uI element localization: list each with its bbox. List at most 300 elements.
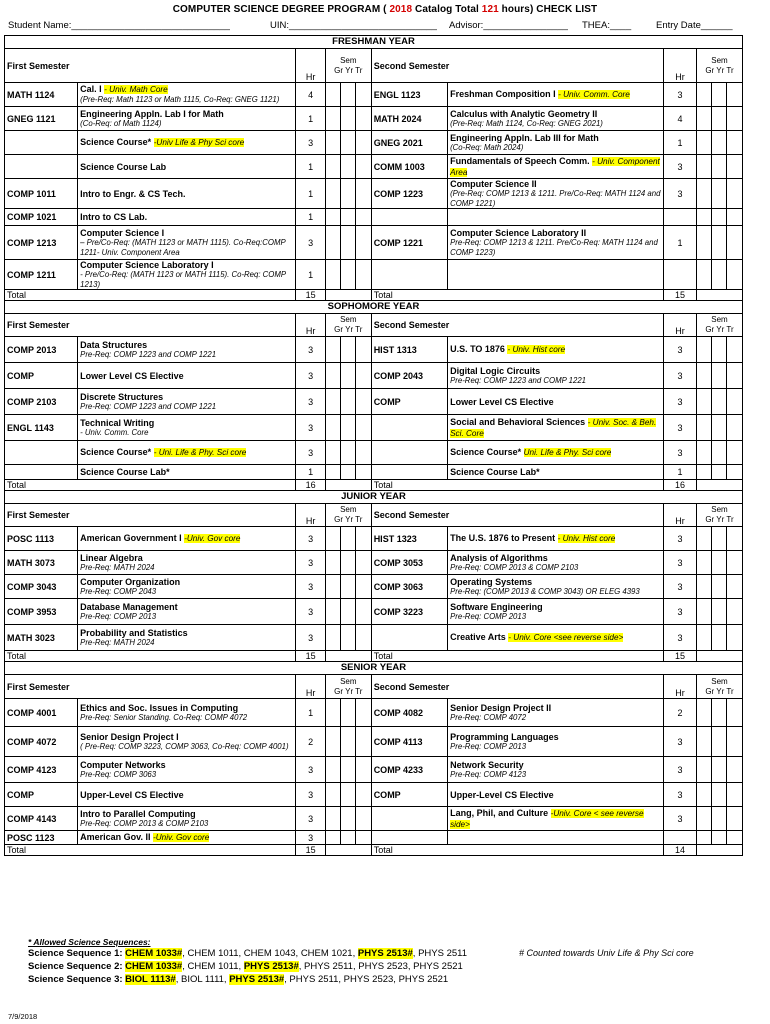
year-heading-row <box>5 491 743 504</box>
semester-header-row <box>5 314 743 337</box>
grade-cell[interactable] <box>696 807 711 831</box>
course-title: Lower Level CS Elective <box>80 370 184 381</box>
prerequisite-note: (Pre-Req: Math 1123 or Math 1115, Co-Req: GNEG 1121) <box>80 95 280 105</box>
course-code[interactable] <box>371 807 447 831</box>
course-code[interactable]: ENGL 1123 <box>371 83 447 107</box>
term-cell[interactable] <box>356 226 371 260</box>
course-row <box>5 727 743 757</box>
course-code[interactable]: COMP 4233 <box>371 757 447 783</box>
grade-cell[interactable] <box>696 625 711 651</box>
course-code[interactable] <box>371 415 447 441</box>
course-code[interactable]: GNEG 2021 <box>371 131 447 155</box>
course-code[interactable] <box>371 465 447 480</box>
credit-hours: 1 <box>296 260 325 290</box>
course-title-cell <box>448 465 664 480</box>
grade-cell[interactable] <box>696 441 711 465</box>
year-cell[interactable] <box>341 209 356 226</box>
entry-date-field[interactable]: Entry Date______ <box>656 20 733 31</box>
grade-cell[interactable] <box>325 831 340 845</box>
term-cell[interactable] <box>356 389 371 415</box>
course-code[interactable] <box>371 441 447 465</box>
year-cell[interactable] <box>712 599 727 625</box>
course-code[interactable]: COMP <box>371 783 447 807</box>
term-cell[interactable] <box>356 83 371 107</box>
course-title-cell <box>448 179 664 209</box>
term-cell[interactable] <box>356 363 371 389</box>
grade-cell[interactable] <box>696 107 711 131</box>
course-code[interactable]: COMP 2013 <box>5 337 78 363</box>
course-title: Computer Science Laboratory I <box>80 260 214 270</box>
course-code[interactable]: GNEG 1121 <box>5 107 78 131</box>
credit-hours: 1 <box>296 209 325 226</box>
year-cell[interactable] <box>712 807 727 831</box>
course-title-cell <box>78 83 296 107</box>
grade-cell[interactable] <box>325 226 340 260</box>
year-cell[interactable] <box>341 551 356 575</box>
student-name-field[interactable]: Student Name:______________________________ <box>8 20 230 31</box>
course-row <box>5 757 743 783</box>
course-title-cell <box>448 831 664 845</box>
sem-label: Sem <box>711 505 728 514</box>
term-cell[interactable] <box>727 807 743 831</box>
year-cell[interactable] <box>712 363 727 389</box>
term-cell[interactable] <box>727 131 743 155</box>
course-code[interactable]: COMP <box>5 363 78 389</box>
term-cell[interactable] <box>727 783 743 807</box>
grade-cell[interactable] <box>325 625 340 651</box>
gr-yr-tr-label: Gr Yr Tr <box>334 686 363 696</box>
grade-cell[interactable] <box>325 441 340 465</box>
course-code[interactable]: COMP 4001 <box>5 699 78 727</box>
course-code[interactable] <box>5 131 78 155</box>
year-cell[interactable] <box>341 757 356 783</box>
grade-cell[interactable] <box>696 209 711 226</box>
term-cell[interactable] <box>727 757 743 783</box>
course-row <box>5 699 743 727</box>
course-code[interactable]: MATH 1124 <box>5 83 78 107</box>
year-cell[interactable] <box>712 226 727 260</box>
year-cell[interactable] <box>341 699 356 727</box>
course-code[interactable]: MATH 2024 <box>371 107 447 131</box>
grade-cell[interactable] <box>696 389 711 415</box>
grade-cell[interactable] <box>325 415 340 441</box>
prerequisite-note: Pre-Req: COMP 2013 <box>450 611 527 621</box>
grade-cell[interactable] <box>696 337 711 363</box>
sem-label: Sem <box>340 676 357 686</box>
course-title: Senior Design Project II <box>450 702 552 713</box>
grade-cell[interactable] <box>325 179 340 209</box>
year-cell[interactable] <box>341 107 356 131</box>
prerequisite-note: Pre-Req: COMP 4123 <box>450 769 527 779</box>
course-title: Technical Writing <box>80 417 155 428</box>
core-requirement-badge: - Univ. Comm. Core <box>558 90 630 99</box>
year-cell[interactable] <box>712 209 727 226</box>
year-cell[interactable] <box>341 226 356 260</box>
term-cell[interactable] <box>356 179 371 209</box>
year-cell[interactable] <box>341 83 356 107</box>
course-code[interactable]: COMP 3953 <box>5 599 78 625</box>
term-cell[interactable] <box>356 831 371 845</box>
credit-hours: 3 <box>664 155 697 179</box>
course-code[interactable]: COMP 4082 <box>371 699 447 727</box>
grade-cell[interactable] <box>696 179 711 209</box>
course-code[interactable]: COMP 4072 <box>5 727 78 757</box>
grade-cell[interactable] <box>696 699 711 727</box>
course-title-cell <box>448 226 664 260</box>
title-pre: COMPUTER SCIENCE DEGREE PROGRAM ( <box>172 4 390 15</box>
grade-cell[interactable] <box>696 757 711 783</box>
course-code[interactable] <box>5 465 78 480</box>
course-code[interactable] <box>371 831 447 845</box>
term-cell[interactable] <box>356 131 371 155</box>
year-cell[interactable] <box>712 465 727 480</box>
grade-cell[interactable] <box>325 363 340 389</box>
year-cell[interactable] <box>712 179 727 209</box>
grade-cell[interactable] <box>696 415 711 441</box>
grade-cell[interactable] <box>325 389 340 415</box>
term-cell[interactable] <box>356 757 371 783</box>
course-title-cell <box>448 155 664 179</box>
term-cell[interactable] <box>727 831 743 845</box>
uin-field[interactable]: UIN:____________________________ <box>270 20 437 31</box>
allowed-sequences-label: * Allowed Science Sequences: <box>28 937 151 947</box>
course-title-cell <box>78 131 296 155</box>
prerequisite-note: - Univ. Comm. Core <box>80 427 149 437</box>
year-cell[interactable] <box>712 551 727 575</box>
course-code[interactable]: POSC 1123 <box>5 831 78 845</box>
year-cell[interactable] <box>712 83 727 107</box>
term-cell[interactable] <box>727 155 743 179</box>
course-code[interactable] <box>5 155 78 179</box>
total-row <box>5 651 743 662</box>
year-cell[interactable] <box>341 155 356 179</box>
year-cell[interactable] <box>341 625 356 651</box>
core-requirement-badge: -Univ. Gov core <box>184 534 241 543</box>
term-cell[interactable] <box>727 107 743 131</box>
year-cell[interactable] <box>341 415 356 441</box>
grade-cell[interactable] <box>696 727 711 757</box>
second-semester-label: Second Semester <box>371 49 664 83</box>
grade-cell[interactable] <box>696 363 711 389</box>
grade-cell[interactable] <box>325 575 340 599</box>
term-cell[interactable] <box>727 179 743 209</box>
course-code[interactable]: COMP 1211 <box>5 260 78 290</box>
term-cell[interactable] <box>356 783 371 807</box>
course-title: Calculus with Analytic Geometry II <box>450 108 598 119</box>
grade-cell[interactable] <box>325 783 340 807</box>
term-cell[interactable] <box>356 337 371 363</box>
course-title-cell <box>78 599 296 625</box>
year-cell[interactable] <box>341 260 356 290</box>
course-code[interactable] <box>5 441 78 465</box>
term-cell[interactable] <box>356 575 371 599</box>
course-title-cell <box>448 389 664 415</box>
credit-hours: 3 <box>296 226 325 260</box>
course-title-cell <box>448 699 664 727</box>
course-code[interactable] <box>371 260 447 290</box>
sem-grade-header <box>325 314 371 337</box>
prerequisite-note: Pre-Req: COMP 2043 <box>80 586 157 596</box>
title-total-hours: 121 <box>481 4 499 15</box>
year-cell[interactable] <box>712 389 727 415</box>
course-title: Science Course Lab* <box>450 467 540 477</box>
grade-cell[interactable] <box>696 260 711 290</box>
sem-grade-header <box>696 49 742 83</box>
term-cell[interactable] <box>356 209 371 226</box>
year-cell[interactable] <box>712 625 727 651</box>
term-cell[interactable] <box>356 807 371 831</box>
prerequisite-note: Pre-Req: COMP 4072 <box>450 712 527 722</box>
year-cell[interactable] <box>712 107 727 131</box>
credit-hours: 1 <box>664 226 697 260</box>
course-code[interactable]: COMP 1011 <box>5 179 78 209</box>
credit-hours: 3 <box>296 807 325 831</box>
course-code[interactable]: COMP 3063 <box>371 575 447 599</box>
course-code[interactable]: MATH 3023 <box>5 625 78 651</box>
year-cell[interactable] <box>341 783 356 807</box>
term-cell[interactable] <box>727 699 743 727</box>
term-cell[interactable] <box>727 226 743 260</box>
grade-cell[interactable] <box>696 83 711 107</box>
course-code[interactable]: COMP 2103 <box>5 389 78 415</box>
course-title: Senior Design Project I <box>80 731 179 742</box>
year-cell[interactable] <box>341 831 356 845</box>
grade-cell[interactable] <box>696 783 711 807</box>
grade-cell[interactable] <box>325 107 340 131</box>
course-code[interactable]: COMP 4143 <box>5 807 78 831</box>
course-row <box>5 260 743 290</box>
term-cell[interactable] <box>356 551 371 575</box>
course-title: Cal. I <box>80 84 102 95</box>
grade-cell[interactable] <box>325 599 340 625</box>
year-cell[interactable] <box>341 363 356 389</box>
year-cell[interactable] <box>341 575 356 599</box>
credit-hours: 4 <box>664 107 697 131</box>
credit-hours: 3 <box>296 131 325 155</box>
year-heading-row <box>5 662 743 675</box>
term-cell[interactable] <box>356 260 371 290</box>
course-title: Science Course Lab* <box>80 467 170 477</box>
credit-hours: 1 <box>296 155 325 179</box>
year-cell[interactable] <box>712 699 727 727</box>
seq3-end: , PHYS 2511, PHYS 2523, PHYS 2521 <box>284 974 449 985</box>
term-cell[interactable] <box>727 363 743 389</box>
grade-cell[interactable] <box>325 727 340 757</box>
total-label: Total <box>371 651 664 662</box>
term-cell[interactable] <box>727 260 743 290</box>
term-cell[interactable] <box>356 599 371 625</box>
credit-hours: 3 <box>664 807 697 831</box>
course-row <box>5 209 743 226</box>
right-total-hours: 16 <box>664 480 697 491</box>
course-code[interactable]: COMP 3223 <box>371 599 447 625</box>
term-cell[interactable] <box>727 465 743 480</box>
course-code[interactable]: COMM 1003 <box>371 155 447 179</box>
course-code[interactable]: MATH 3073 <box>5 551 78 575</box>
credit-hours: 1 <box>296 465 325 480</box>
year-cell[interactable] <box>712 757 727 783</box>
gr-yr-tr-label: Gr Yr Tr <box>705 515 734 524</box>
grade-cell[interactable] <box>696 599 711 625</box>
grade-cell[interactable] <box>696 831 711 845</box>
grade-cell[interactable] <box>325 527 340 551</box>
course-code[interactable]: COMP 4123 <box>5 757 78 783</box>
grade-cell[interactable] <box>325 699 340 727</box>
year-title: SENIOR YEAR <box>5 662 743 675</box>
year-cell[interactable] <box>341 599 356 625</box>
term-cell[interactable] <box>727 575 743 599</box>
course-code[interactable]: COMP <box>371 389 447 415</box>
year-cell[interactable] <box>712 155 727 179</box>
term-cell[interactable] <box>356 155 371 179</box>
gr-yr-tr-label: Gr Yr Tr <box>705 325 734 334</box>
year-cell[interactable] <box>712 441 727 465</box>
term-cell[interactable] <box>727 441 743 465</box>
year-cell[interactable] <box>341 337 356 363</box>
course-code[interactable]: ENGL 1143 <box>5 415 78 441</box>
year-cell[interactable] <box>341 807 356 831</box>
grade-cell[interactable] <box>696 527 711 551</box>
course-code[interactable]: COMP 1213 <box>5 226 78 260</box>
course-title-cell <box>448 131 664 155</box>
thea-field[interactable]: THEA:____ <box>582 20 632 31</box>
year-cell[interactable] <box>712 337 727 363</box>
credit-hours: 3 <box>664 551 697 575</box>
course-title: Ethics and Soc. Issues in Computing <box>80 702 239 713</box>
grade-cell[interactable] <box>325 551 340 575</box>
course-code[interactable]: POSC 1113 <box>5 527 78 551</box>
term-cell[interactable] <box>727 415 743 441</box>
grade-cell[interactable] <box>325 209 340 226</box>
term-cell[interactable] <box>727 337 743 363</box>
year-cell[interactable] <box>712 415 727 441</box>
prerequisite-note: (Pre-Req: Math 1124, Co-Req: GNEG 2021) <box>450 118 603 128</box>
course-code[interactable]: HIST 1323 <box>371 527 447 551</box>
year-cell[interactable] <box>341 389 356 415</box>
course-title: Programming Languages <box>450 731 559 742</box>
prerequisite-note: Pre-Req: COMP 2013 <box>80 611 157 621</box>
grade-cell[interactable] <box>325 807 340 831</box>
course-code[interactable]: COMP 1223 <box>371 179 447 209</box>
grade-cell[interactable] <box>325 337 340 363</box>
term-cell[interactable] <box>356 441 371 465</box>
year-cell[interactable] <box>712 783 727 807</box>
term-cell[interactable] <box>727 551 743 575</box>
term-cell[interactable] <box>356 415 371 441</box>
prerequisite-note: Pre-Req: COMP 2013 & COMP 2103 <box>80 818 209 828</box>
title-post: hours) CHECK LIST <box>498 4 598 15</box>
seq3-phys: PHYS 2513# <box>229 974 285 985</box>
title-mid: Catalog Total <box>412 4 482 15</box>
year-cell[interactable] <box>712 831 727 845</box>
course-code[interactable]: COMP 2043 <box>371 363 447 389</box>
term-cell[interactable] <box>356 727 371 757</box>
term-cell[interactable] <box>727 599 743 625</box>
grade-cell[interactable] <box>696 155 711 179</box>
term-cell[interactable] <box>727 625 743 651</box>
term-cell[interactable] <box>727 83 743 107</box>
seq1-mid: , CHEM 1011, CHEM 1043, CHEM 1021, <box>182 948 356 959</box>
course-title: Discrete Structures <box>80 391 164 402</box>
course-title-cell <box>78 179 296 209</box>
seq1-chem: CHEM 1033# <box>125 948 183 959</box>
grade-cell[interactable] <box>325 465 340 480</box>
year-cell[interactable] <box>341 727 356 757</box>
term-cell[interactable] <box>727 527 743 551</box>
credit-hours: 3 <box>296 575 325 599</box>
course-title-cell <box>448 807 664 831</box>
course-code[interactable]: COMP 1021 <box>5 209 78 226</box>
prerequisite-note: (Co-Req: Math 2024) <box>450 142 524 152</box>
course-title: Engineering Appln. Lab I for Math <box>80 108 224 119</box>
course-code[interactable]: COMP <box>5 783 78 807</box>
credit-hours: 3 <box>664 389 697 415</box>
term-cell[interactable] <box>356 527 371 551</box>
year-cell[interactable] <box>712 131 727 155</box>
term-cell[interactable] <box>727 389 743 415</box>
grade-cell[interactable] <box>696 551 711 575</box>
course-row <box>5 179 743 209</box>
total-label: Total <box>5 651 296 662</box>
term-cell[interactable] <box>356 107 371 131</box>
year-cell[interactable] <box>341 441 356 465</box>
grade-cell[interactable] <box>696 131 711 155</box>
sem-grade-header <box>696 504 742 527</box>
advisor-field[interactable]: Advisor:________________ <box>449 20 568 31</box>
term-cell[interactable] <box>356 625 371 651</box>
grade-cell[interactable] <box>325 155 340 179</box>
prerequisite-note: Pre-Req: (COMP 2013 & COMP 3043) OR ELEG 4393 <box>450 586 640 596</box>
term-cell[interactable] <box>356 465 371 480</box>
course-code[interactable]: COMP 3043 <box>5 575 78 599</box>
year-cell[interactable] <box>712 575 727 599</box>
year-cell[interactable] <box>712 260 727 290</box>
grade-cell[interactable] <box>696 575 711 599</box>
course-row <box>5 415 743 441</box>
year-cell[interactable] <box>341 527 356 551</box>
grade-cell[interactable] <box>325 757 340 783</box>
prerequisite-note: Pre-Req: MATH 2024 <box>80 637 155 647</box>
left-total-blank <box>325 651 371 662</box>
year-cell[interactable] <box>341 131 356 155</box>
course-code[interactable]: HIST 1313 <box>371 337 447 363</box>
course-title: Science Course* <box>80 137 152 147</box>
grade-cell[interactable] <box>325 83 340 107</box>
term-cell[interactable] <box>727 209 743 226</box>
year-cell[interactable] <box>712 527 727 551</box>
credit-hours: 3 <box>296 599 325 625</box>
course-code[interactable]: COMP 4113 <box>371 727 447 757</box>
term-cell[interactable] <box>356 699 371 727</box>
term-cell[interactable] <box>727 727 743 757</box>
year-cell[interactable] <box>341 179 356 209</box>
course-code[interactable] <box>371 625 447 651</box>
credit-hours: 3 <box>664 757 697 783</box>
course-code[interactable]: COMP 1221 <box>371 226 447 260</box>
course-code[interactable]: COMP 3053 <box>371 551 447 575</box>
grade-cell[interactable] <box>696 226 711 260</box>
course-title-cell <box>78 363 296 389</box>
course-row <box>5 831 743 845</box>
grade-cell[interactable] <box>325 131 340 155</box>
course-row <box>5 783 743 807</box>
grade-cell[interactable] <box>696 465 711 480</box>
year-cell[interactable] <box>712 727 727 757</box>
course-code[interactable] <box>371 209 447 226</box>
year-cell[interactable] <box>341 465 356 480</box>
grade-cell[interactable] <box>325 260 340 290</box>
prerequisite-note: Pre-Req: COMP 1223 and COMP 1221 <box>80 349 217 359</box>
